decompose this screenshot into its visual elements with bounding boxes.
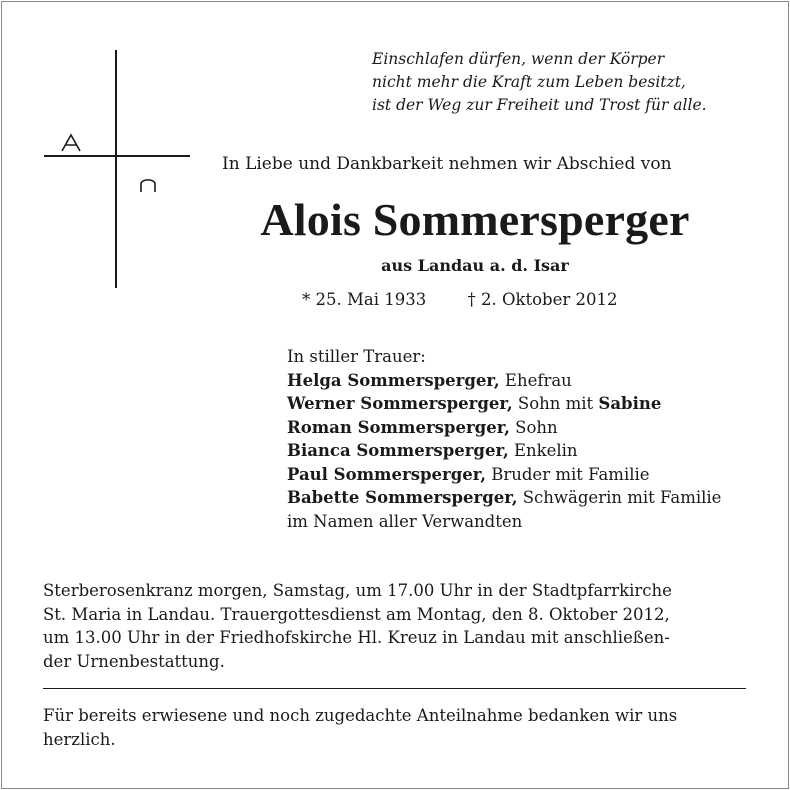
mourning-closing: im Namen aller Verwandten bbox=[287, 511, 523, 531]
poem-line: nicht mehr die Kraft zum Leben besitzt, bbox=[372, 73, 686, 91]
poem bbox=[372, 48, 772, 117]
mourner-name: Babette Sommersperger, bbox=[287, 488, 518, 507]
alpha-icon bbox=[60, 133, 82, 153]
mourners-list bbox=[287, 345, 767, 533]
intro-text: In Liebe und Dankbarkeit nehmen wir Abschied von bbox=[222, 154, 672, 174]
mourner-relation: Ehefrau bbox=[499, 370, 572, 390]
cross-icon bbox=[115, 50, 117, 288]
service-line: St. Maria in Landau. Trauergottesdienst am Montag, den 8. Oktober 2012, bbox=[43, 604, 670, 624]
service-line: Sterberosenkranz morgen, Samstag, um 17.00 Uhr in der Stadtpfarrkirche bbox=[43, 581, 672, 600]
list-item bbox=[287, 463, 767, 487]
poem-line: ist der Weg zur Freiheit und Trost für alle. bbox=[372, 96, 707, 114]
mourner-relation: Sohn mit bbox=[512, 394, 599, 413]
deceased-origin: aus Landau a. d. Isar bbox=[381, 256, 569, 275]
mourner-relation: Schwägerin mit Familie bbox=[517, 488, 722, 507]
life-dates bbox=[302, 288, 618, 312]
list-item bbox=[287, 392, 767, 416]
deceased-name: Alois Sommersperger bbox=[260, 194, 690, 245]
mourner-partner: Sabine bbox=[598, 394, 662, 413]
mourner-name: Helga Sommersperger, bbox=[287, 370, 500, 390]
list-item bbox=[287, 439, 767, 463]
cross-bar bbox=[44, 155, 190, 157]
mourner-name: Bianca Sommersperger, bbox=[287, 441, 509, 460]
mourner-relation: Enkelin bbox=[508, 441, 578, 460]
list-item bbox=[287, 486, 767, 510]
divider bbox=[43, 688, 746, 689]
mourner-relation: Bruder mit Familie bbox=[485, 464, 650, 484]
thanks-line: herzlich. bbox=[43, 729, 116, 749]
mourner-name: Roman Sommersperger, bbox=[287, 417, 510, 437]
service-line: der Urnenbestattung. bbox=[43, 651, 225, 671]
list-item bbox=[287, 416, 767, 440]
mourning-heading: In stiller Trauer: bbox=[287, 347, 426, 366]
mourner-name: Werner Sommersperger, bbox=[287, 394, 513, 413]
death-date: † 2. Oktober 2012 bbox=[467, 290, 618, 309]
service-line: um 13.00 Uhr in der Friedhofskirche Hl. Kreuz in Landau mit anschließen- bbox=[43, 628, 670, 647]
birth-date: * 25. Mai 1933 bbox=[302, 290, 427, 309]
thanks-note bbox=[43, 704, 763, 751]
list-item bbox=[287, 369, 767, 393]
mourner-name: Paul Sommersperger, bbox=[287, 464, 486, 484]
thanks-line: Für bereits erwiesene und noch zugedachte Anteilnahme bedanken wir uns bbox=[43, 706, 678, 725]
service-info bbox=[43, 579, 763, 673]
mourner-relation: Sohn bbox=[509, 417, 558, 437]
poem-line: Einschlafen dürfen, wenn der Körper bbox=[372, 50, 665, 68]
omega-icon bbox=[138, 175, 158, 193]
